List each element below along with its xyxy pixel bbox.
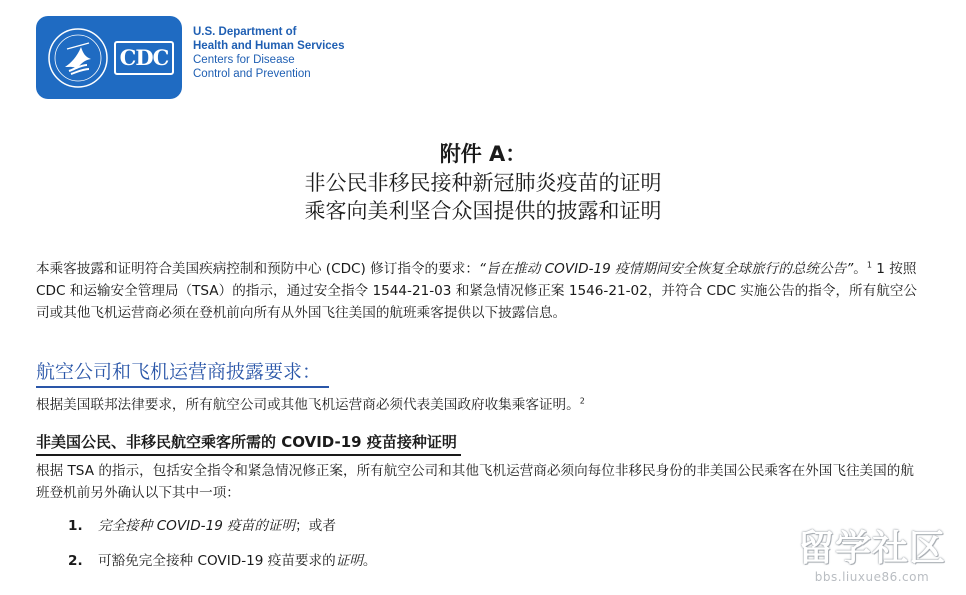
list-item-suffix: 。: [362, 553, 377, 569]
list-item-suffix: ；或者: [295, 518, 336, 534]
cdc-logo[interactable]: [36, 16, 182, 99]
list-item: [68, 549, 376, 573]
agency-line-1: U.S. Department of: [193, 26, 297, 38]
footnote-marker-2[interactable]: 2: [579, 396, 585, 406]
footnote-marker-1[interactable]: 1: [866, 260, 872, 270]
document-title-annex: 附件 A：: [439, 142, 527, 166]
agency-line-2: Health and Human Services: [193, 40, 345, 52]
intro-text-1: 本乘客披露和证明符合美国疾病控制和预防中心 (CDC) 修订指令的要求：: [36, 261, 479, 277]
vaccination-proof-text: 根据 TSA 的指示，包括安全指令和紧急情况修正案，所有航空公司和其他飞机运营商必须向每位非移民身份的非美国公民乘客在外国飞往美国的航班登机前另外确认以下其中一项：: [36, 463, 914, 501]
cdc-wordmark: CDC: [114, 41, 174, 75]
intro-paragraph: [36, 258, 922, 324]
document-title-line-2: 非公民非移民接种新冠肺炎疫苗的证明: [304, 171, 662, 195]
agency-line-4: Control and Prevention: [193, 68, 311, 80]
intro-text-2: 。: [853, 261, 867, 277]
page-header: [36, 15, 344, 99]
site-watermark: [792, 528, 952, 588]
airline-disclosure-heading: 航空公司和飞机运营商披露要求：: [36, 358, 329, 388]
watermark-url: bbs.liuxue86.com: [814, 570, 930, 584]
intro-text-3: 1 按照 CDC 和运输安全管理局（TSA）的指示，通过安全指令 1544-21-03 和紧急情况修正案 1546-21-02，并符合 CDC 实施公告的指令，所有航空公司或其他飞机运营商必须在登机前向所有从外国飞往美国的航班乘客提供以下披露信息。: [36, 261, 918, 321]
agency-name: [193, 25, 344, 81]
document-title-line-3: 乘客向美利坚合众国提供的披露和证明: [304, 199, 662, 223]
list-item-italic: 证明: [335, 553, 363, 569]
list-number: 1.: [68, 518, 83, 534]
airline-disclosure-text: [36, 394, 922, 416]
airline-disclosure-body: 根据美国联邦法律要求，所有航空公司或其他飞机运营商必须代表美国政府收集乘客证明。: [36, 397, 580, 413]
watermark-logo-text: 留学社区: [797, 528, 946, 569]
list-item-text: 可豁免完全接种 COVID-19 疫苗要求的: [98, 553, 336, 569]
hhs-seal-icon: [47, 27, 109, 89]
vaccination-proof-heading: 非美国公民、非移民航空乘客所需的 COVID-19 疫苗接种证明: [36, 430, 461, 456]
agency-line-3: Centers for Disease: [193, 54, 295, 66]
list-item: [68, 514, 336, 538]
list-number: 2.: [68, 553, 83, 569]
list-item-italic: 完全接种 COVID-19 疫苗的证明: [98, 518, 296, 534]
proclamation-title: “旨在推动 COVID-19 疫情期间安全恢复全球旅行的总统公告”: [478, 261, 854, 277]
